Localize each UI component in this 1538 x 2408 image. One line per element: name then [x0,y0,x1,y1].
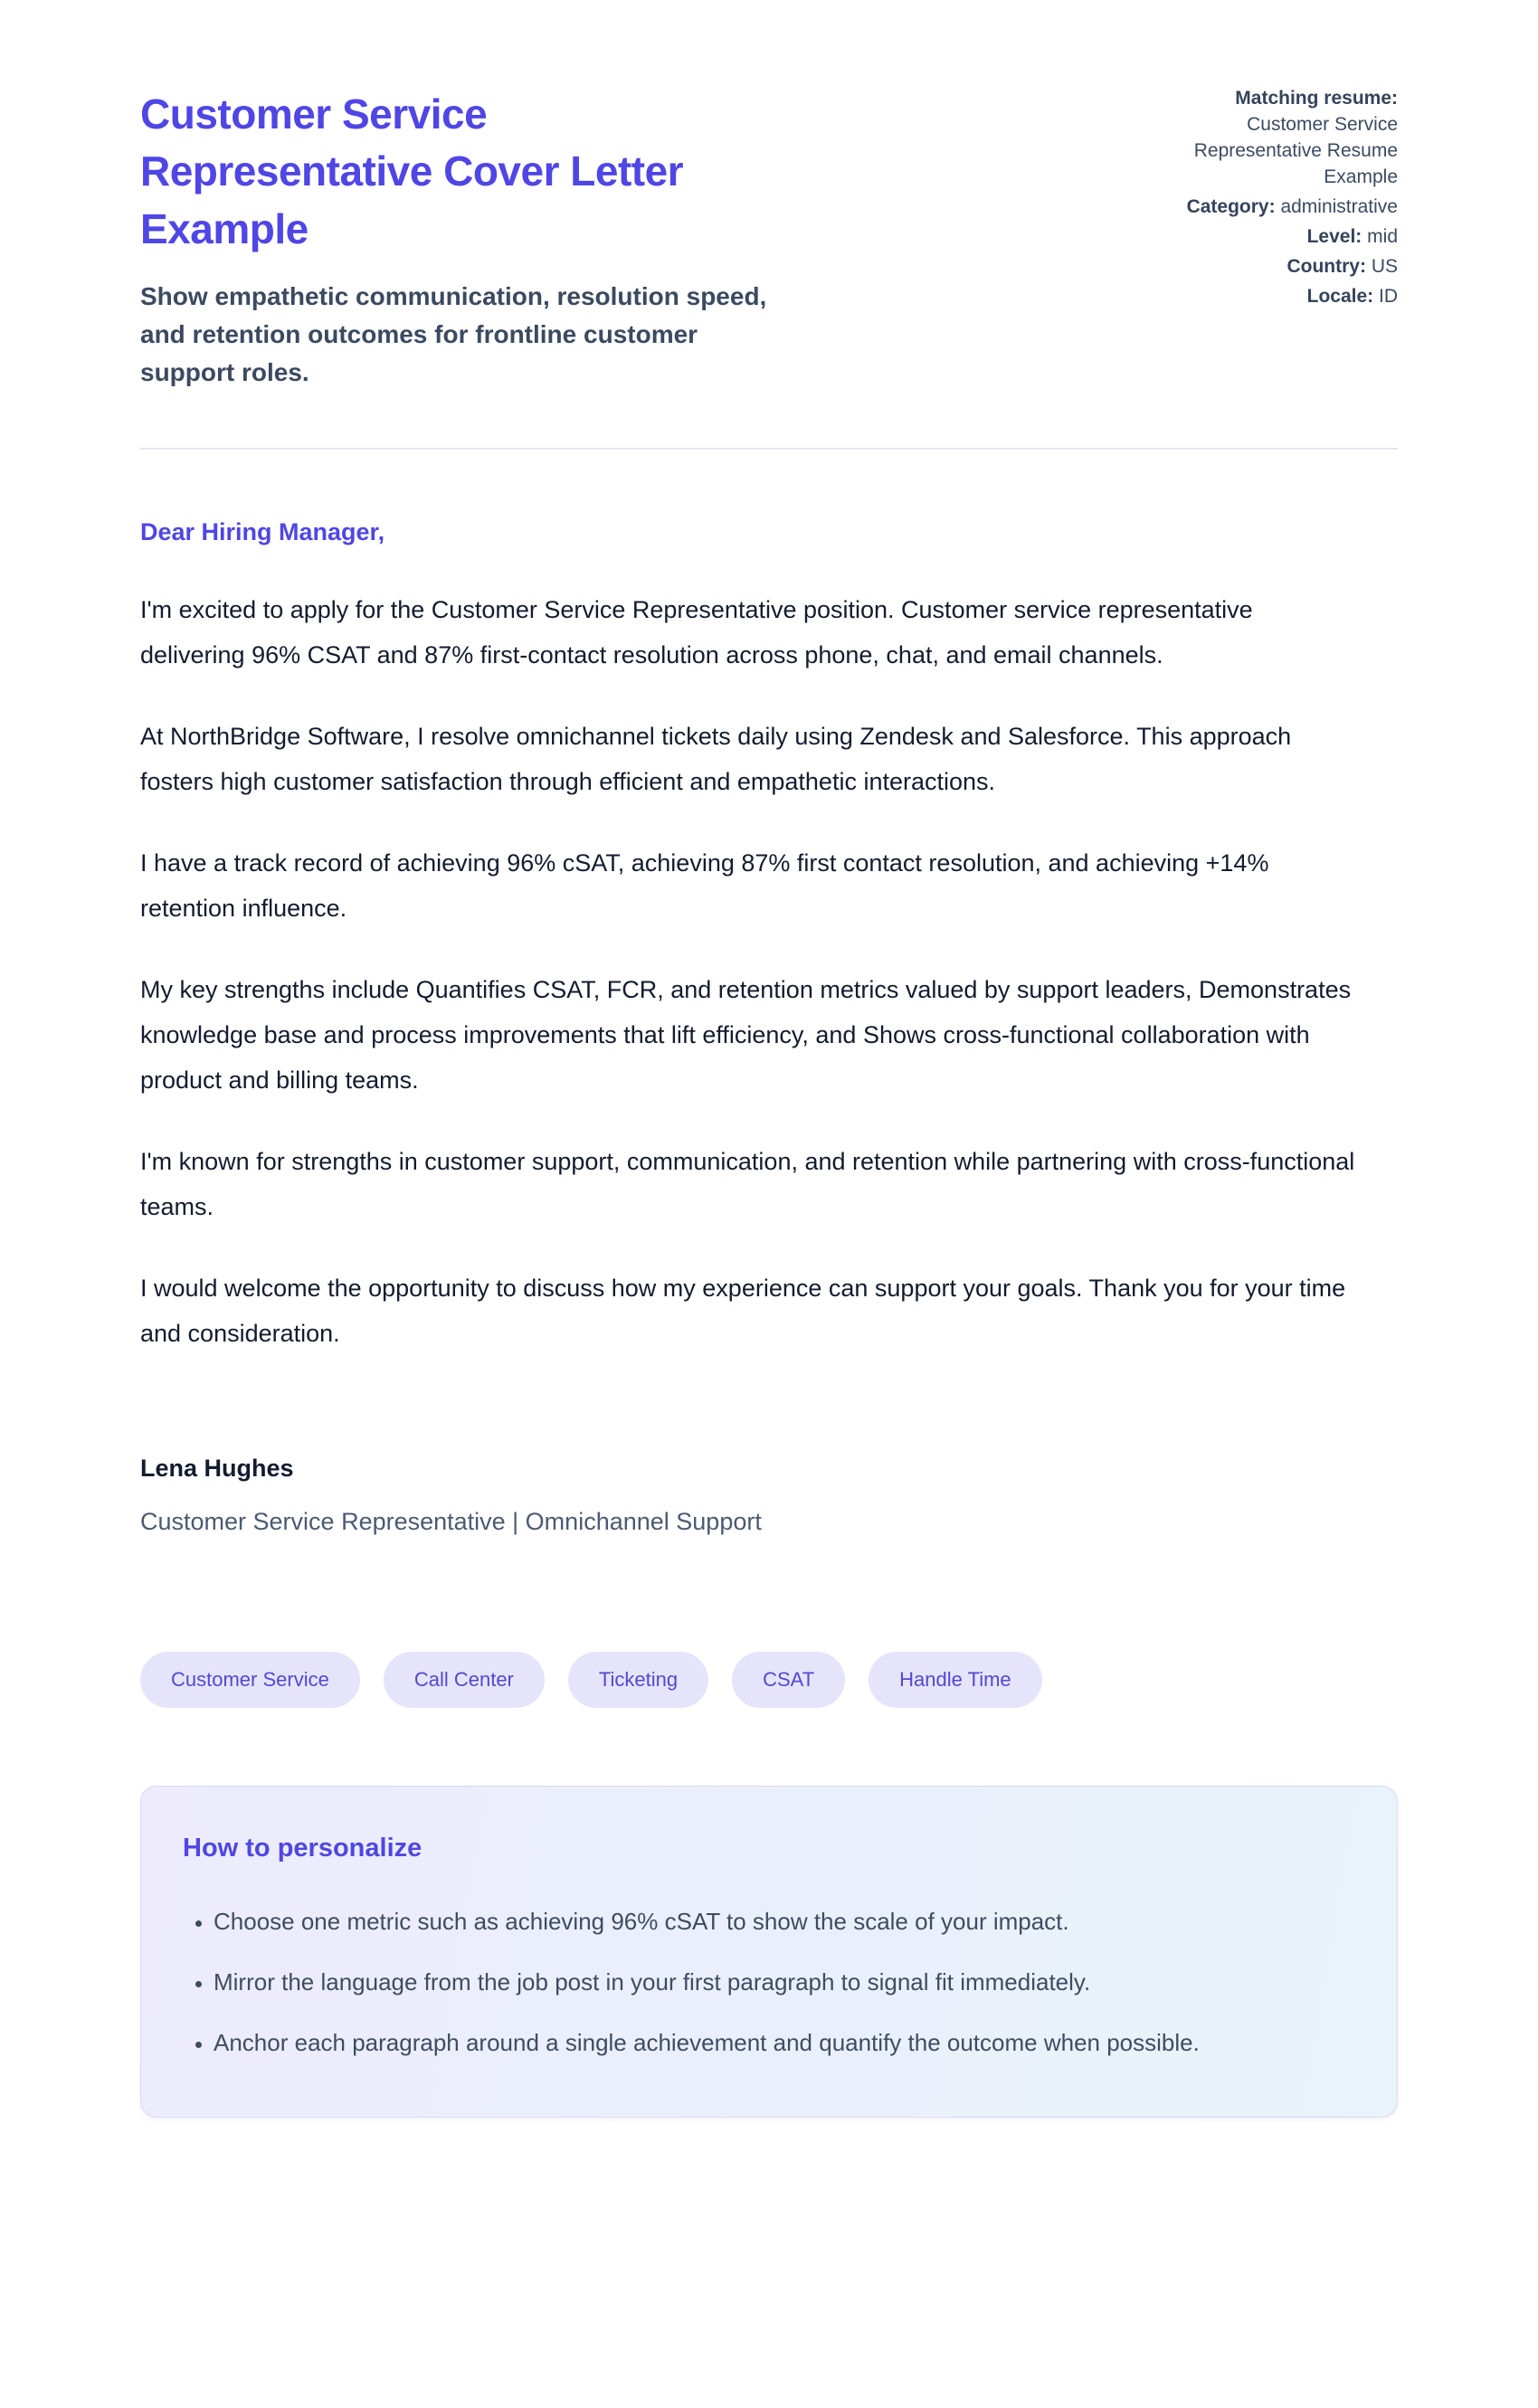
personalize-heading: How to personalize [183,1833,422,1863]
meta-category-label: Category: [1186,195,1276,217]
signature-name: Lena Hughes [140,1454,294,1482]
letter-paragraph: I'm known for strengths in customer support, communication, and retention while partnering with cross-functional teams. [140,1147,1355,1220]
meta-locale-label: Locale: [1306,285,1374,307]
page-subtitle: Show empathetic communication, resolution speed, and retention outcomes for frontline customer support roles. [140,282,767,387]
tag-ticketing: Ticketing [568,1652,708,1708]
tag-csat: CSAT [732,1652,845,1708]
meta-locale-value: ID [1379,285,1398,307]
meta-country-label: Country: [1286,255,1366,277]
meta-matching-resume-value: Customer Service Representative Resume Example [1193,113,1398,187]
personalize-bullet: • Choose one metric such as achieving 96% cSAT to show the scale of your impact. [214,1900,1326,1944]
meta-country [1172,254,1398,280]
letter-paragraph: I'm excited to apply for the Customer Service Representative position. Customer service representative delivering 96% CSAT and 87% first-contact resolution across phone, chat, and email channels. [140,596,1253,669]
letter-signature [140,1455,1398,1536]
tag-handle-time: Handle Time [869,1652,1042,1708]
letter-paragraph: I have a track record of achieving 96% cSAT, achieving 87% first contact resolution, and achieving +14% retention influence. [140,849,1269,923]
letter-paragraph: I would welcome the opportunity to discuss how my experience can support your goals. Thank you for your time and consideration. [140,1274,1346,1347]
page-title: Customer Service Representative Cover Letter Example [140,90,684,252]
meta-level-label: Level: [1306,225,1362,247]
tag-call-center: Call Center [384,1652,545,1708]
header-divider [140,448,1398,450]
letter-body [140,518,1398,1535]
personalize-bullet: • Anchor each paragraph around a single achievement and quantify the outcome when possible. [214,2021,1326,2065]
signature-role: Customer Service Representative | Omnichannel Support [140,1507,762,1535]
meta-level [1172,224,1398,251]
personalize-list [183,1900,1355,2066]
resume-meta-block [1172,86,1398,314]
meta-locale [1172,284,1398,310]
header-title-block [140,86,774,392]
meta-category-value: administrative [1280,195,1398,217]
meta-country-value: US [1371,255,1398,277]
letter-greeting: Dear Hiring Manager, [140,518,385,546]
keyword-tags [140,1652,1398,1708]
letter-paragraph: My key strengths include Quantifies CSAT, FCR, and retention metrics valued by support leaders, Demonstrates knowledge base and process improvements that lift efficiency, and Shows cross-functional collaboration with product and billing teams. [140,976,1352,1094]
meta-matching-resume-label: Matching resume: [1235,88,1398,109]
meta-matching-resume [1172,86,1398,191]
letter-paragraph: At NorthBridge Software, I resolve omnichannel tickets daily using Zendesk and Salesforce. This approach fosters high customer satisfaction through efficient and empathetic interactions. [140,723,1292,796]
page-header [140,86,1398,392]
personalize-callout [140,1786,1398,2118]
meta-level-value: mid [1367,225,1398,247]
tag-customer-service: Customer Service [140,1652,360,1708]
meta-category [1172,194,1398,221]
personalize-bullet: • Mirror the language from the job post in your first paragraph to signal fit immediately. [214,1960,1326,2005]
